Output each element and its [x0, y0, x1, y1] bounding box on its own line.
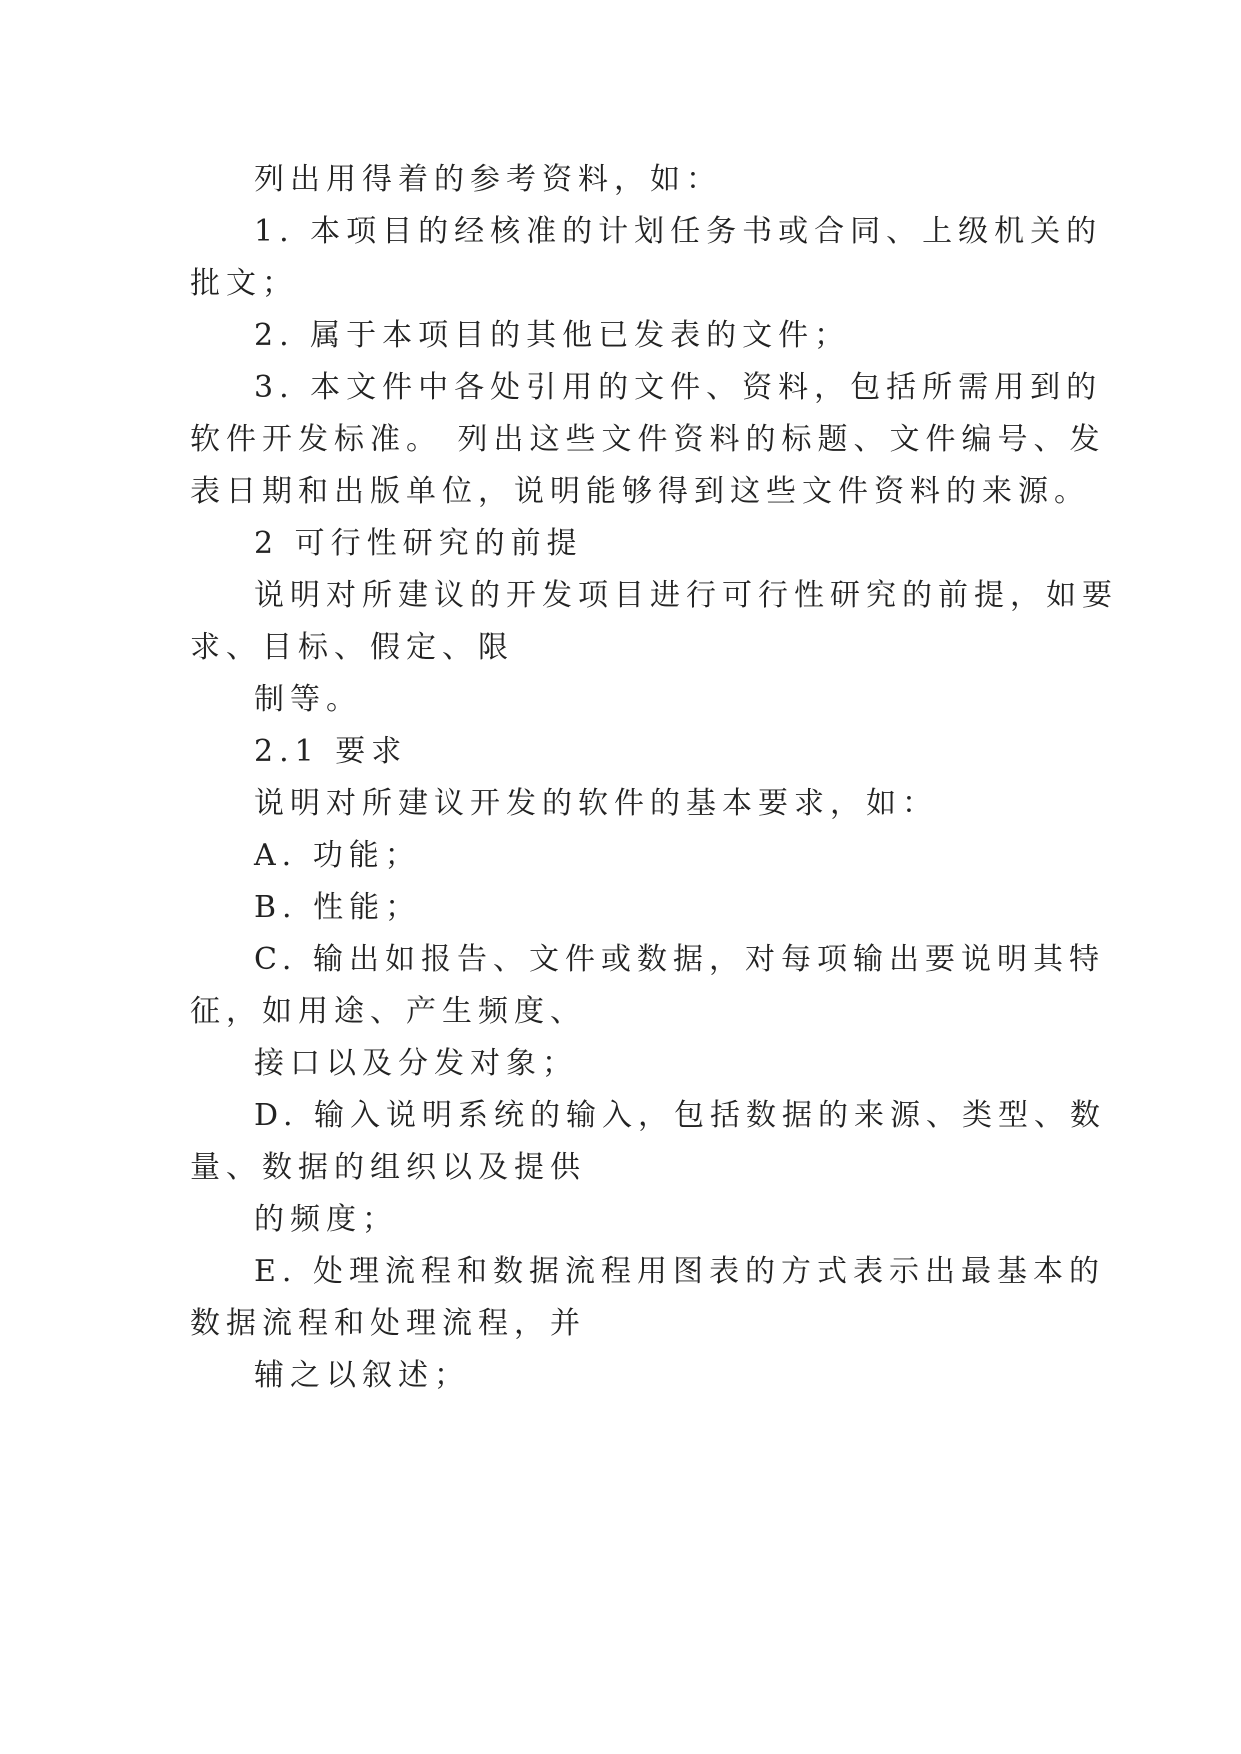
text-line: 量、数据的组织以及提供	[190, 1150, 586, 1185]
text-line: 1. 本项目的经核准的计划任务书或合同、上级机关的	[254, 214, 1103, 249]
text-line: 3. 本文件中各处引用的文件、资料，包括所需用到的	[254, 370, 1103, 405]
text-line: 接口以及分发对象；	[254, 1046, 578, 1081]
text-line: 数据流程和处理流程，并	[190, 1306, 586, 1341]
list-item: E. 处理流程和数据流程用图表的方式表示出最基本的	[254, 1254, 1105, 1289]
text-line: 的频度；	[254, 1202, 398, 1237]
list-item: A. 功能；	[254, 838, 421, 873]
list-item: D. 输入说明系统的输入，包括数据的来源、类型、数	[254, 1098, 1107, 1133]
text-line: 求、目标、假定、限	[190, 630, 514, 665]
list-item: B. 性能；	[254, 890, 422, 925]
text-line: 说明对所建议开发的软件的基本要求，如：	[254, 786, 938, 821]
text-line: 制等。	[254, 682, 362, 717]
section-heading: 2.1 要求	[254, 734, 408, 769]
text-line: 软件开发标准。 列出这些文件资料的标题、文件编号、发	[190, 422, 1106, 457]
text-line: 辅之以叙述；	[254, 1358, 470, 1393]
text-line: 表日期和出版单位，说明能够得到这些文件资料的来源。	[190, 474, 1090, 509]
section-heading: 2 可行性研究的前提	[254, 526, 583, 561]
list-item: C. 输出如报告、文件或数据，对每项输出要说明其特	[254, 942, 1105, 977]
text-line: 2. 属于本项目的其他已发表的文件；	[254, 318, 851, 353]
text-line: 列出用得着的参考资料，如：	[254, 162, 722, 197]
text-line: 说明对所建议的开发项目进行可行性研究的前提，如要	[254, 578, 1118, 613]
text-line: 批文；	[190, 266, 298, 301]
text-line: 征，如用途、产生频度、	[190, 994, 586, 1029]
